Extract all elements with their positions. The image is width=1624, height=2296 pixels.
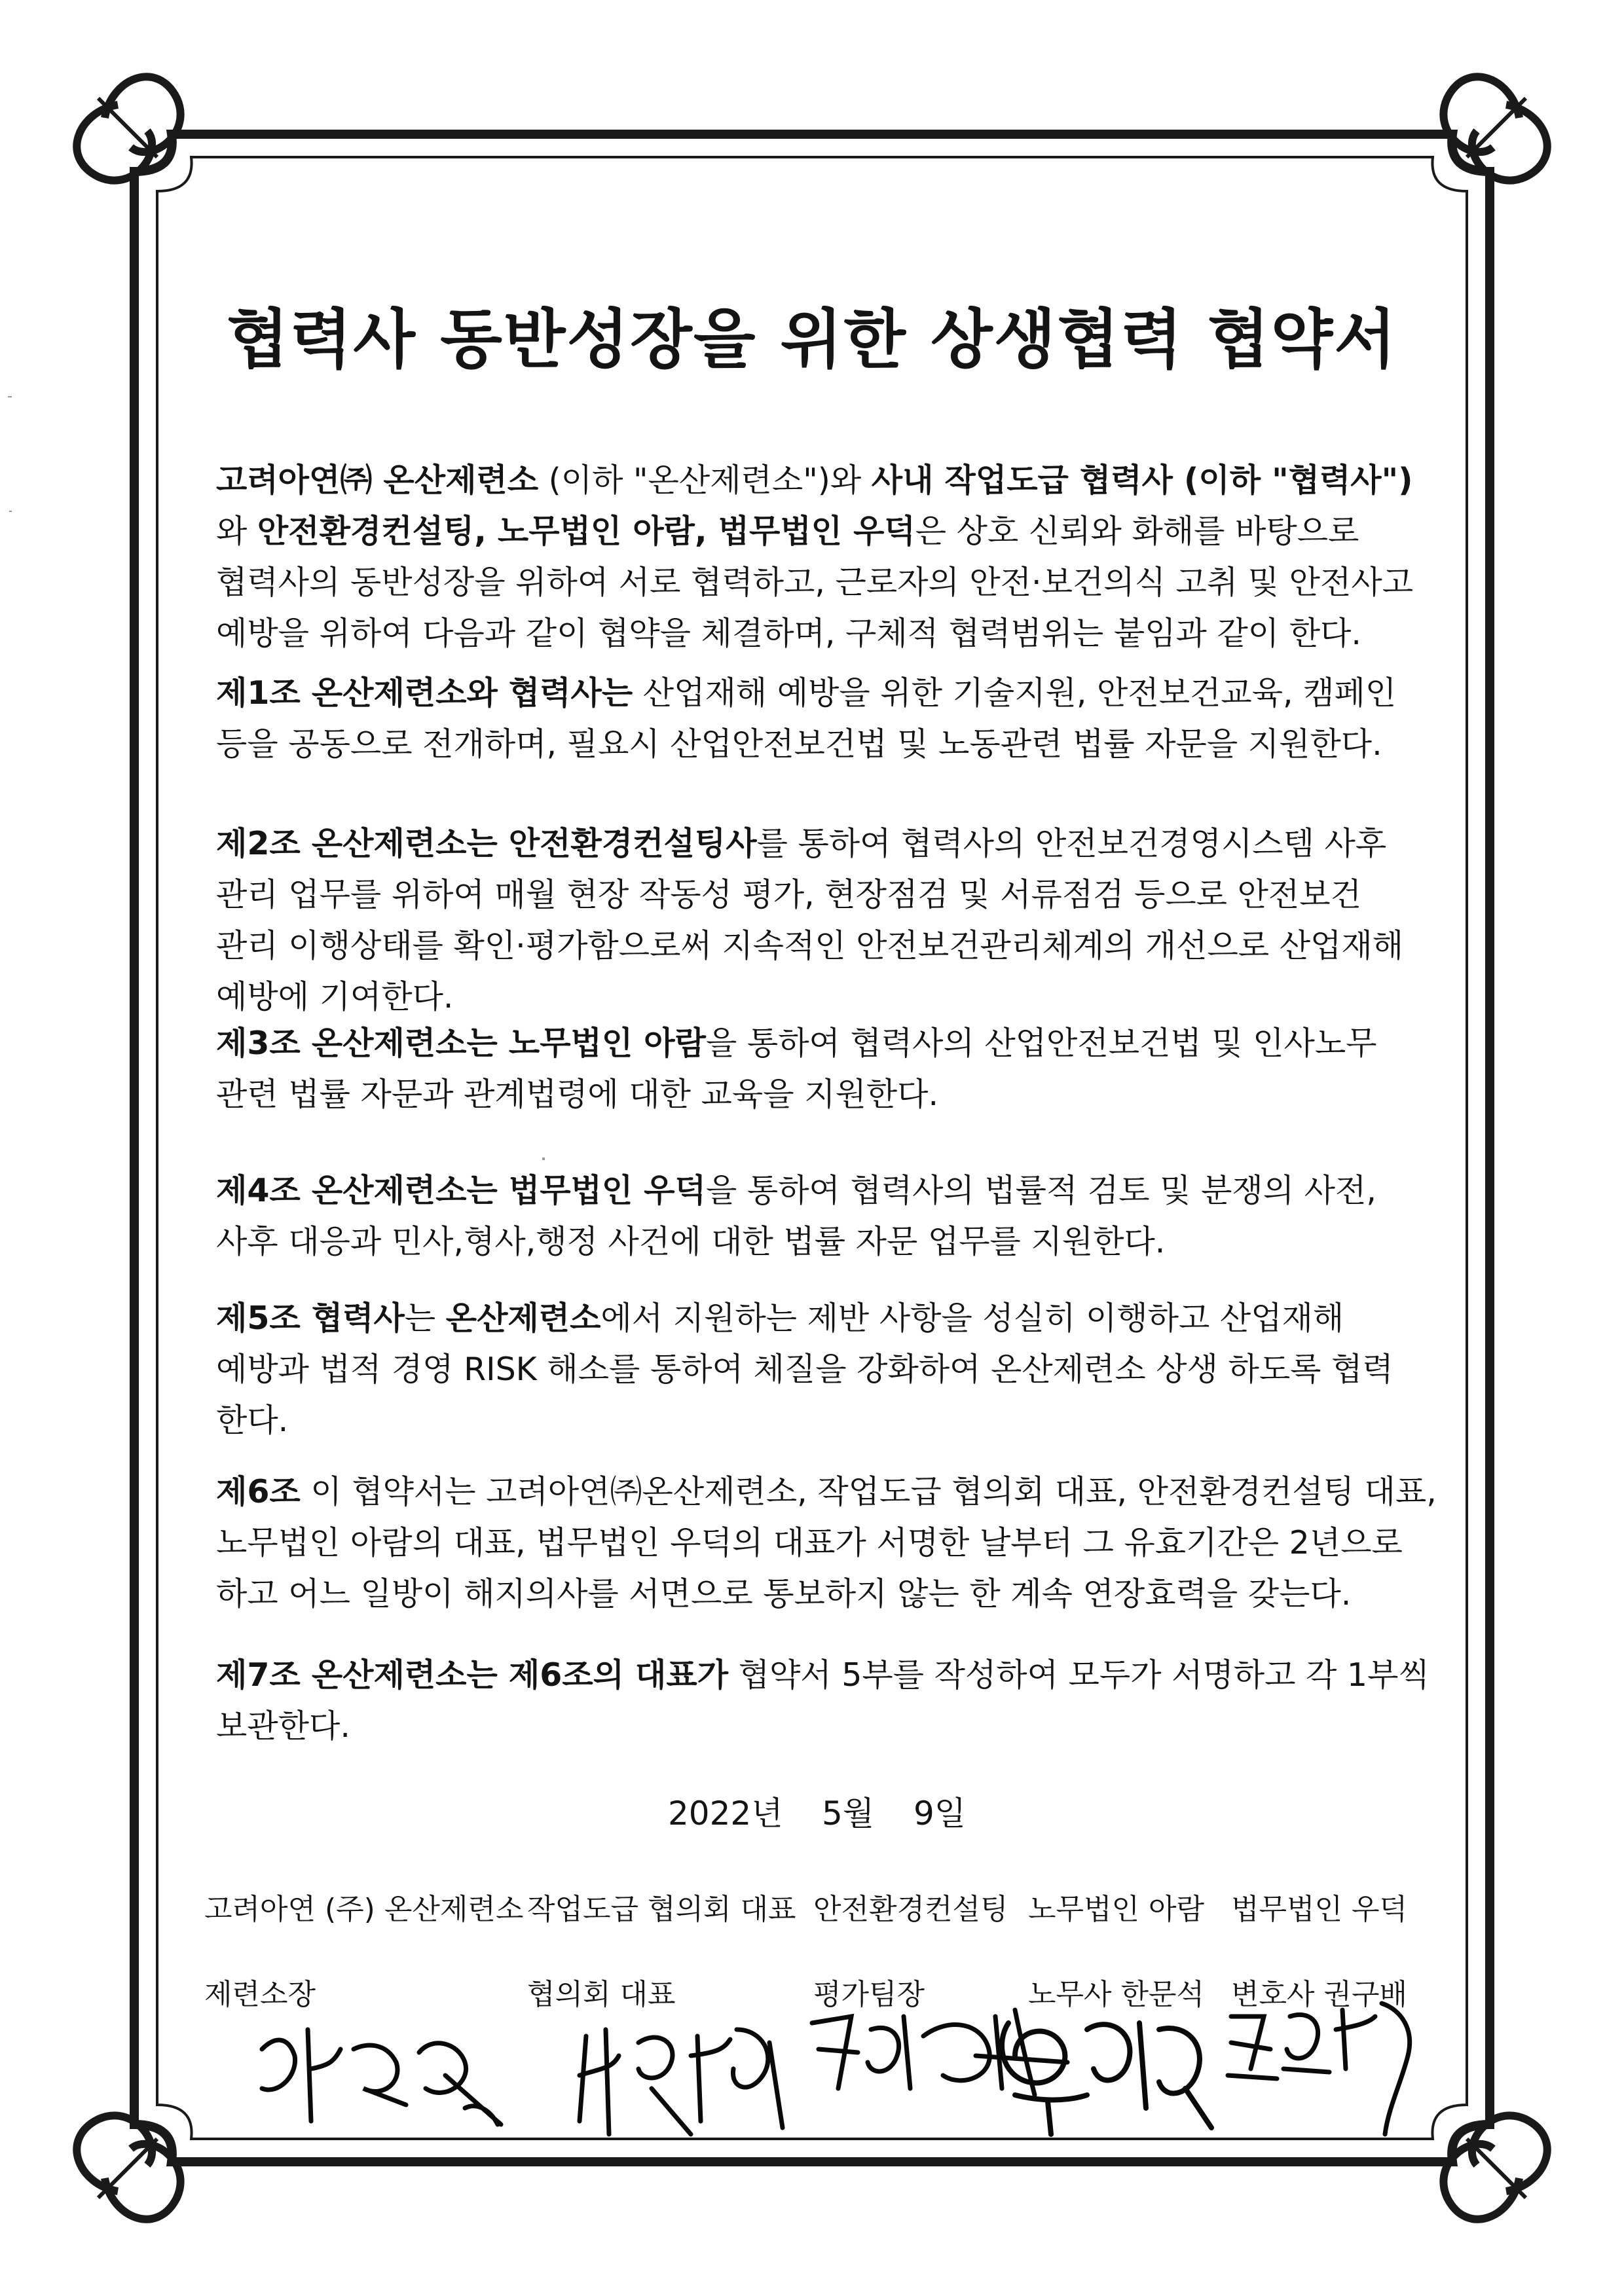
intro-text: 은 상호 신뢰와 화해를 바탕으로	[915, 513, 1359, 550]
article-heading-text: 제1조 온산제련소와 협력사는	[216, 674, 633, 712]
article-line	[216, 1650, 1428, 1701]
article-6	[216, 1467, 1437, 1620]
article-line	[216, 1467, 1437, 1518]
article-3	[216, 1018, 1428, 1120]
article-line	[216, 1069, 1428, 1120]
article-line	[216, 818, 1428, 869]
scan-speck	[9, 511, 12, 512]
signatory-role: 평가팀장	[813, 1978, 925, 2011]
intro-text: 와	[216, 513, 257, 550]
article-body-text: 에서 지원하는 제반 사항을 성실히 이행하고 산업재해	[600, 1300, 1344, 1337]
signature-1	[249, 1990, 511, 2143]
article-body-text: 한다.	[216, 1402, 289, 1439]
article-line	[216, 1701, 1428, 1752]
date-day: 9일	[913, 1795, 967, 1832]
article-body-text: 하고 어느 일방이 해지의사를 서면으로 통보하지 않는 한 계속 연장효력을 갖는다.	[216, 1575, 1352, 1613]
signatory-role: 협의회 대표	[527, 1978, 676, 2011]
article-body-text: 산업재해 예방을 위한 기술지원, 안전보건교육, 캠페인	[633, 674, 1397, 712]
article-body-text: 사후 대응과 민사,형사,행정 사건에 대한 법률 자문 업무를 지원한다.	[216, 1223, 1166, 1260]
signature-5	[1218, 1990, 1428, 2143]
article-body-text: 를 통하여 협력사의 안전보건경영시스템 사후	[756, 825, 1387, 862]
article-heading-text: 제7조 온산제련소는 제6조의 대표가	[216, 1656, 729, 1694]
intro-paragraph	[216, 455, 1428, 659]
article-2	[216, 818, 1428, 1023]
article-line	[216, 668, 1428, 719]
signatory-org: 법무법인 우덕	[1231, 1893, 1408, 1926]
article-4	[216, 1165, 1428, 1267]
article-line	[216, 1344, 1428, 1395]
scan-speck	[8, 396, 12, 397]
article-body-text: 예방과 법적 경영 RISK 해소를 통하여 체질을 강화하여 온산제련소 상생 하도록 협력	[216, 1351, 1393, 1388]
article-line	[216, 1569, 1428, 1620]
article-heading-text: 제3조 온산제련소는 노무법인 아람	[216, 1025, 706, 1062]
article-5	[216, 1293, 1428, 1446]
article-body-text: 이 협약서는 고려아연㈜온산제련소, 작업도급 협의회 대표, 안전환경컨설팅 대표,	[300, 1473, 1437, 1510]
article-line	[216, 1165, 1428, 1216]
article-body-text: 을 통하여 협력사의 법률적 검토 및 분쟁의 사전,	[705, 1172, 1376, 1209]
article-heading-text: 제6조	[216, 1473, 301, 1510]
article-body-text: 관리 업무를 위하여 매월 현장 작동성 평가, 현장점검 및 서류점검 등으로 안전보건	[216, 876, 1361, 913]
article-body-text: 협약서 5부를 작성하여 모두가 서명하고 각 1부씩	[728, 1656, 1430, 1694]
signatory-role: 제련소장	[204, 1978, 316, 2011]
intro-text: (이하 "온산제련소")와	[538, 462, 872, 499]
party-company: 고려아연㈜ 온산제련소	[216, 462, 539, 499]
article-line	[216, 869, 1428, 920]
article-body-text: 예방에 기여한다.	[216, 978, 454, 1015]
article-line	[216, 719, 1428, 770]
signatory-org: 고려아연 (주) 온산제련소	[204, 1893, 524, 1926]
article-body-text: 는	[404, 1300, 446, 1337]
signatory-role: 변호사 권구배	[1231, 1978, 1408, 2011]
article-line	[216, 1293, 1428, 1344]
article-body-text: 관련 법률 자문과 관계법령에 대한 교육을 지원한다.	[216, 1076, 939, 1113]
article-body-text: 을 통하여 협력사의 산업안전보건법 및 인사노무	[705, 1025, 1377, 1062]
article-line	[216, 1216, 1428, 1267]
date-month: 5월	[822, 1795, 875, 1832]
signature-2	[566, 1990, 815, 2150]
article-body-text: 보관한다.	[216, 1707, 350, 1745]
document-title: 협력사 동반성장을 위한 상생협력 협약서	[227, 302, 1397, 377]
article-line	[216, 1518, 1428, 1569]
scan-speck	[542, 1157, 545, 1160]
article-heading-text: 제2조 온산제련소는 안전환경컨설팅사	[216, 825, 757, 862]
article-line	[216, 972, 1428, 1023]
article-line	[216, 920, 1428, 972]
signatory-org: 안전환경컨설팅	[813, 1893, 1008, 1926]
article-heading-text: 제5조 협력사	[216, 1300, 405, 1337]
date-year: 2022년	[668, 1795, 783, 1832]
intro-line-1	[216, 455, 1428, 506]
intro-line-2	[216, 506, 1428, 557]
intro-line-4: 예방을 위하여 다음과 같이 협약을 체결하며, 구체적 협력범위는 붙임과 같이 한다.	[216, 615, 1361, 652]
signatory-org: 노무법인 아람	[1028, 1893, 1205, 1926]
party-contractor: 사내 작업도급 협력사 (이하 "협력사")	[871, 462, 1413, 499]
article-7	[216, 1650, 1428, 1752]
article-body-text: 노무법인 아람의 대표, 법무법인 우덕의 대표가 서명한 날부터 그 유효기간은 2년으로	[216, 1524, 1403, 1561]
article-body-text: 등을 공동으로 전개하며, 필요시 산업안전보건법 및 노동관련 법률 자문을 지원한다.	[216, 725, 1382, 763]
signatory-role: 노무사 한문석	[1028, 1978, 1205, 2011]
party-advisors: 안전환경컨설팅, 노무법인 아람, 법무법인 우덕	[257, 513, 915, 550]
signature-4	[989, 1990, 1225, 2143]
intro-line-3: 협력사의 동반성장을 위하여 서로 협력하고, 근로자의 안전·보건의식 고취 및 안전사고	[216, 564, 1414, 601]
signatory-org: 작업도급 협의회 대표	[527, 1893, 796, 1926]
article-line	[216, 1018, 1428, 1069]
article-heading-text: 온산제련소	[445, 1300, 601, 1337]
article-1	[216, 668, 1428, 770]
article-line	[216, 1395, 1428, 1446]
article-body-text: 관리 이행상태를 확인·평가함으로써 지속적인 안전보건관리체계의 개선으로 산업재해	[216, 927, 1404, 964]
article-heading-text: 제4조 온산제련소는 법무법인 우덕	[216, 1172, 706, 1209]
